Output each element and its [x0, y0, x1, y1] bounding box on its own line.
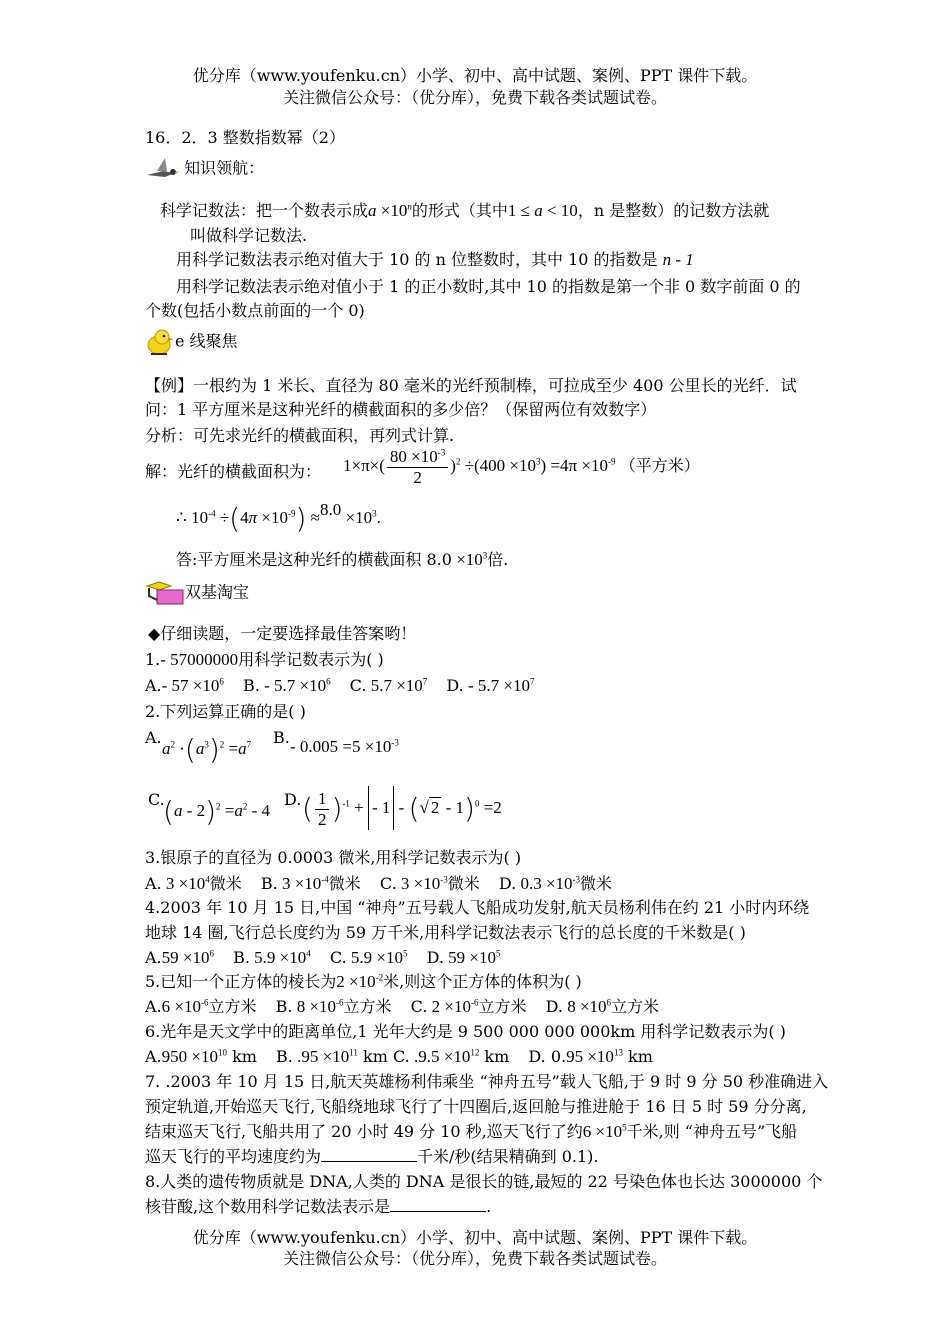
q5-option-b[interactable]: B. $8 \times 10^{-6}$立方米 [275, 997, 392, 1016]
knowledge-p3: 用科学记数法表示绝对值小于 1 的正小数时,其中 10 的指数是第一个非 0 数字前面 0 的 [176, 277, 801, 296]
q4-line-1: 4.2003 年 10 月 15 日,中国 “神舟”五号载人飞船成功发射,航天员杨利伟在约 21 小时内环绕 [145, 898, 810, 917]
knowledge-p2: 用科学记数法表示绝对值大于 10 的 n 位整数时，其中 10 的指数是 n - 1 [176, 250, 694, 269]
solution-label: 解：光纤的横截面积为： [145, 462, 322, 481]
q7-line-2: 预定轨道,开始巡天飞行,飞船绕地球飞行了十四圈后,返回舱与推进舱于 16 日 5 时 59 分分离, [145, 1097, 807, 1116]
q3-option-d[interactable]: D. $0.3 \times 10^{-3}$微米 [498, 874, 613, 893]
q2-option-a-label[interactable]: A. [145, 728, 162, 747]
section-focus [145, 328, 238, 358]
footer-line-2: 关注微信公众号：（优分库），免费下载各类试题试卷。 [282, 1249, 667, 1268]
q8-line-2: 核苷酸,这个数用科学记数法表示是 . [145, 1197, 492, 1216]
q2-option-a[interactable]: $a^2 \cdot(a^3)^2 =a^7$ [162, 733, 252, 767]
chick-icon [145, 328, 175, 356]
section-knowledge [145, 155, 264, 185]
section-knowledge-label: 知识领航： [184, 158, 265, 178]
q1-option-c[interactable]: C. $5.7 \times 10^7$ [349, 676, 428, 695]
q3-option-b[interactable]: B. $3 \times 10^{-4}$微米 [260, 874, 361, 893]
example-line-1: 【例】一根约为 1 米长、直径为 80 毫米的光纤预制棒，可拉成至少 400 公里长的光纤．试 [145, 376, 797, 395]
section-basics [145, 580, 249, 610]
q4-option-c[interactable]: C. $5.9 \times 10^5$ [329, 948, 408, 967]
folder-icon [145, 580, 185, 606]
bird-icon [145, 155, 179, 183]
header-line-2: 关注微信公众号：（优分库），免费下载各类试题试卷。 [282, 88, 667, 107]
q7-answer-blank[interactable] [321, 1161, 417, 1162]
q2-stem: 2.下列运算正确的是( ) [145, 702, 306, 721]
knowledge-p1: 科学记数法：把一个数表示成$a \times 10^n$的形式（其中1 ≤ a < 10，n 是整数）的记数方法就 [160, 201, 770, 220]
q7-line-3: 结束巡天飞行,飞船共用了 20 小时 49 分 10 秒,巡天飞行了约$6 \times 10^5$千米,则 “神舟五号”飞船 [145, 1122, 798, 1141]
q6-stem: 6.光年是天文学中的距离单位,1 光年大约是 9 500 000 000 000km 用科学记数表示为( ) [145, 1022, 786, 1041]
q6-options [145, 1047, 653, 1067]
q4-line-2: 地球 14 圈,飞行总长度约为 59 万千米,用科学记数法表示飞行的总长度的千米数是( ) [145, 923, 746, 942]
q1-option-a[interactable]: A.- $57 \times 10^6$ [145, 676, 224, 695]
q3-option-c[interactable]: C. $3 \times 10^{-3}$微米 [379, 874, 480, 893]
q2-option-b-label[interactable]: B. [273, 728, 290, 747]
example-answer: 答:平方厘米是这种光纤的横截面积 $8.0 \times 10^3$倍. [176, 550, 509, 569]
q1-option-b[interactable]: B. - $5.7 \times 10^6$ [242, 676, 331, 695]
q5-option-c[interactable]: C. $2 \times 10^{-6}$立方米 [410, 997, 527, 1016]
q7-line-4: 巡天飞行的平均速度约为 千米/秒(结果精确到 0.1). [145, 1147, 599, 1166]
q5-options [145, 997, 659, 1017]
q8-answer-blank[interactable] [390, 1211, 486, 1212]
q6-option-a[interactable]: $A.950 \times 10^{10}$ km [145, 1047, 257, 1066]
q3-options [145, 874, 612, 894]
q8-line-1: 8.人类的遗传物质就是 DNA,人类的 DNA 是很长的链,最短的 22 号染色体也长达 3000000 个 [145, 1172, 823, 1191]
solution-formula: 1×π×( $\frac{80 \times 10^{-3}}{2}$ )$^2 \div(400 \times 10^3) =4\pi \times 10^{-9}$ （平方米） [343, 446, 700, 487]
questions-intro: ◆仔细读题，一定要选择最佳答案哟！ [148, 624, 417, 643]
q4-option-a[interactable]: $A.59 \times 10^6$ [145, 948, 214, 967]
q1-option-d[interactable]: D. - $5.7 \times 10^7$ [446, 676, 535, 695]
q2-option-d[interactable]: ( $\frac{1}{2}$ )$^{-1}$ + - 1 - (√ 2 - 1)$^0$ =2 [302, 786, 502, 831]
q7-line-1: 7. .2003 年 10 月 15 日,航天英雄杨利伟乘坐 “神舟五号”载人飞船,于 9 时 9 分 50 秒准确进入 [145, 1072, 829, 1091]
section-focus-label: e 线聚焦 [175, 331, 238, 351]
q6-option-d[interactable]: D. $0.95 \times 10^{13}$ km [528, 1047, 653, 1066]
q2-option-d-label[interactable]: D. [284, 790, 302, 809]
knowledge-p3-cont: 个数(包括小数点前面的一个 0) [145, 301, 365, 320]
therefore-line: ∴ $10^{-4} \div(4\pi \times 10^{-9}) \approx 8.0 \times 10^3$. [176, 500, 381, 536]
example-analysis: 分析：可先求光纤的横截面积，再列式计算. [145, 426, 455, 445]
q5-option-a[interactable]: $A.6 \times 10^{-6}$立方米 [145, 997, 257, 1016]
header-line-1: 优分库（www.youfenku.cn）小学、初中、高中试题、案例、PPT 课件下载。 [192, 66, 758, 85]
q5-option-d[interactable]: D. $8 \times 10^6$立方米 [545, 997, 660, 1016]
q4-option-d[interactable]: D. $59 \times 10^5$ [426, 948, 501, 967]
q3-option-a[interactable]: A. $3 \times 10^4$微米 [145, 874, 242, 893]
q4-option-b[interactable]: B. $5.9 \times 10^4$ [233, 948, 311, 967]
footer-line-1: 优分库（www.youfenku.cn）小学、初中、高中试题、案例、PPT 课件下载。 [192, 1228, 758, 1247]
doc-title: 16．2．3 整数指数幂（2） [145, 128, 345, 147]
q3-stem: 3.银原子的直径为 0.0003 微米,用科学记数表示为( ) [145, 848, 522, 867]
q5-stem: 5.已知一个正方体的棱长为$2 \times 10^{-2}$米,则这个正方体的体积为( ) [145, 972, 582, 991]
q1-stem: 1.- 57000000用科学记数表示为( ) [145, 650, 384, 669]
knowledge-p1-cont: 叫做科学记数法. [190, 226, 308, 245]
section-basics-label: 双基淘宝 [185, 582, 250, 602]
q2-option-b[interactable]: - $0.005 =5 \times 10^{-3}$ [290, 737, 399, 756]
example-line-2: 问：1 平方厘米是这种光纤的横截面积的多少倍？（保留两位有效数字） [145, 400, 657, 419]
q2-option-c[interactable]: $(a - 2)^2 =a^2 - 4$ [163, 795, 271, 829]
q1-options [145, 676, 534, 696]
q6-option-b[interactable]: B. $.95 \times 10^{11}$ km [276, 1047, 388, 1066]
q2-option-c-label[interactable]: C. [148, 790, 165, 809]
q4-options [145, 948, 501, 968]
q6-option-c[interactable]: C. $.9.5 \times 10^{12}$ km [392, 1047, 510, 1066]
